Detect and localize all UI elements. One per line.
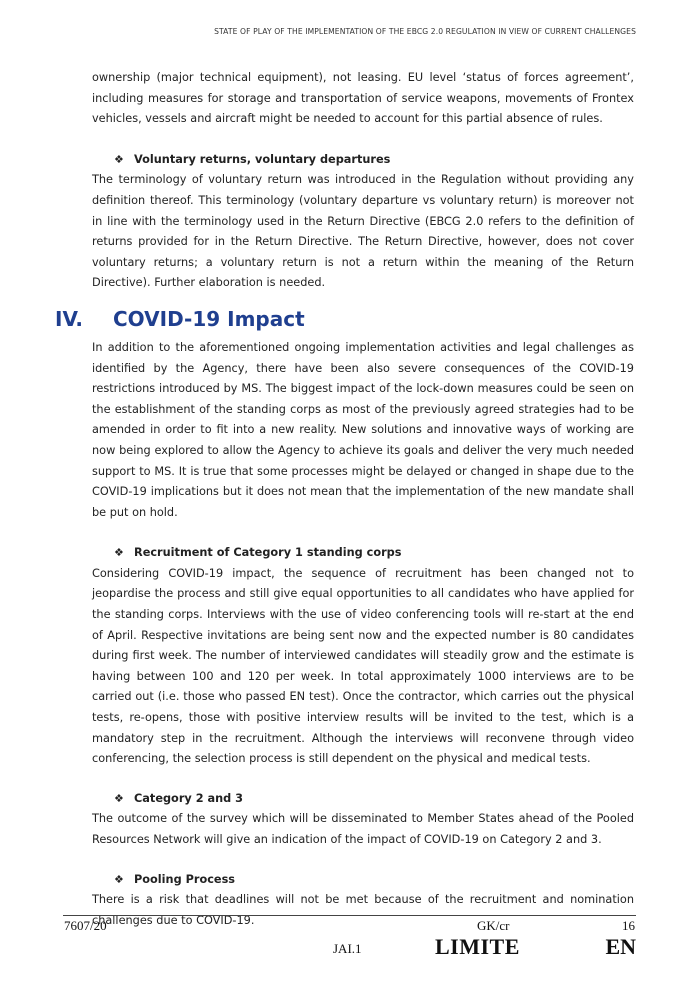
category-2-3-heading <box>92 789 634 810</box>
voluntary-returns-paragraph: The terminology of voluntary return was introduced in the Regulation without providing any definition thereof. This terminology (voluntary departure vs voluntary return) is moreover not in line with the terminology used in the Return Directive (EBCG 2.0 refers to the definition of returns provided for in the Return Directive. The Return Directive, however, does not cover voluntary returns; a voluntary return is not a return within the meaning of the Return Directive). Further elaboration is needed. <box>92 173 634 290</box>
department-code: JAI.1 <box>333 941 362 956</box>
pooling-process-paragraph: There is a risk that deadlines will not be met because of the recruitment and nomination challenges due to COVID-19. <box>92 893 634 927</box>
document-number: 7607/20 <box>64 918 107 933</box>
pooling-process-heading <box>92 870 634 891</box>
classification-marking: LIMITE <box>435 934 520 959</box>
voluntary-returns-heading-text: Voluntary returns, voluntary departures <box>134 152 391 166</box>
language-code: EN <box>605 934 636 959</box>
author-initials: GK/cr <box>477 918 510 933</box>
pooling-process-heading-text: Pooling Process <box>134 872 236 886</box>
category-2-3-heading-text: Category 2 and 3 <box>134 791 244 805</box>
voluntary-returns-heading <box>92 150 634 171</box>
diamond-bullet-icon: ❖ <box>114 152 124 166</box>
intro-paragraph: ownership (major technical equipment), not leasing. EU level ‘status of forces agreement’, including measures for storage and transportation of service weapons, movements of Frontex vehicles, vessels and aircraft might be needed to account for this partial absence of rules. <box>92 71 634 126</box>
section-title: COVID-19 Impact <box>113 306 305 331</box>
footer-divider <box>63 915 636 916</box>
recruitment-heading <box>92 543 634 564</box>
diamond-bullet-icon: ❖ <box>114 872 124 886</box>
diamond-bullet-icon: ❖ <box>114 546 124 560</box>
recruitment-paragraph: Considering COVID-19 impact, the sequence of recruitment has been changed not to jeopardise the process and still give equal opportunities to all candidates who have applied for the standing corps. Interviews with the use of video conferencing tools will re-start at the end of April. Respective invitations are being sent now and the expected number is 80 candidates during first week. The number of interviewed candidates will steadily grow and the estimate is having between 100 and 120 per week. In total approximately 1000 interviews are to be carried out (i.e. those who passed EN test). Once the contractor, which carries out the physical tests, re-opens, those with positive interview results will be invited to the test, which is a mandatory step in the recruitment. Although the interviews will reconvene through video conferencing, the selection process is still dependent on the physical and medical tests. <box>92 566 634 766</box>
covid-impact-paragraph: In addition to the aforementioned ongoing implementation activities and legal challenges as identified by the Agency, there have been also severe consequences of the COVID-19 restrictions introduced by MS. The biggest impact of the lock-down measures could be seen on the establishment of the standing corps as most of the previously agreed strategies had to be amended in order to fit into a new reality. New solutions and innovative ways of working are now being explored to allow the Agency to achieve its goals and deliver the very much needed support to MS. It is true that some processes might be delayed or changed in shape due to the COVID-19 implications but it does not mean that the implementation of the new mandate shall be put on hold. <box>92 340 634 519</box>
category-2-3-paragraph: The outcome of the survey which will be disseminated to Member States ahead of the Pooled Resources Network will give an indication of the impact of COVID-19 on Category 2 and 3. <box>92 812 634 846</box>
diamond-bullet-icon: ❖ <box>114 791 124 805</box>
page-number: 16 <box>622 918 635 933</box>
section-number: IV. <box>55 306 83 331</box>
running-header: STATE OF PLAY OF THE IMPLEMENTATION OF THE EBCG 2.0 REGULATION IN VIEW OF CURRENT CHALLENGES <box>214 27 636 36</box>
section-heading <box>55 306 597 332</box>
recruitment-heading-text: Recruitment of Category 1 standing corps <box>134 546 402 560</box>
